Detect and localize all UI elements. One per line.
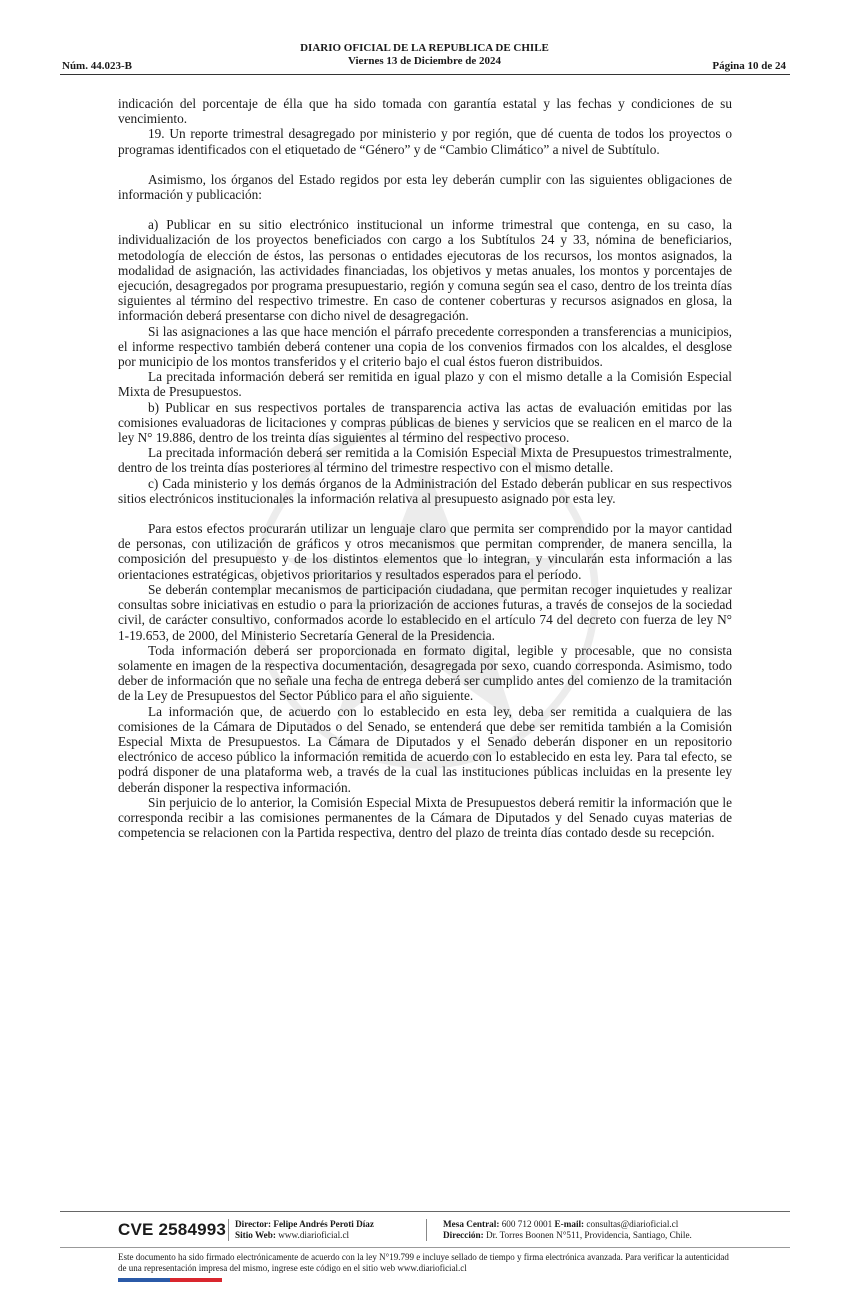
flag-stripe-red [170,1278,222,1282]
footer-director-block [235,1219,374,1241]
cve-code: CVE 2584993 [118,1220,227,1239]
email-link[interactable]: consultas@diarioficial.cl [586,1219,679,1229]
director-label: Director: [235,1219,272,1229]
footer-separator [228,1219,229,1241]
address-label: Dirección: [443,1230,484,1240]
footer-divider [60,1211,790,1212]
paragraph: Sin perjuicio de lo anterior, la Comisión Especial Mixta de Presupuestos deberá remitir la información que le corresponda recibir a las comisiones permanentes de la Cámara de Diputados y del Senado cuyas materias de competencia se relacionen con la Partida respectiva, dentro del plazo de treinta días contado desde su recepción. [118,794,732,841]
paragraph: c) Cada ministerio y los demás órganos de la Administración del Estado deberán publicar en sus respectivos sitios electrónicos institucionales la información relativa al presupuesto asignado por esta ley. [118,475,732,506]
paragraph: a) Publicar en su sitio electrónico institucional un informe trimestral que contenga, en su caso, la individualización de los proyectos beneficiados con cargo a los Subtítulos 24 y 33, nómina de beneficiarios, metodología de elección de éstos, las personas o entidades ejecutoras de los recursos, los montos asignados, la modalidad de asignación, las actividades financiadas, los objetivos y metas anuales, los montos y porcentajes de ejecución, desagregados por programa presupuestario, región y comuna según sea el caso, dentro de los treinta días siguientes al término del respectivo trimestre. En caso de contener coberturas y recursos asignados en glosa, la información deberá presentarse con dicho nivel de desagregación. [118,217,732,324]
paragraph: Toda información deberá ser proporcionada en formato digital, legible y procesable, que no consista solamente en imagen de la respectiva documentación, desagregada por sexo, cuando corresponda. Asimismo, todo deber de información que no señale una fecha de entrega deberá ser cumplido antes del comienzo de la tramitación de la Ley de Presupuestos del Sector Público para el año siguiente. [118,642,732,704]
page-number: Página 10 de 24 [712,60,786,72]
website-label: Sitio Web: [235,1230,276,1240]
paragraph: indicación del porcentaje de élla que ha sido tomada con garantía estatal y las fechas y condiciones de su vencimiento. [118,96,732,127]
legal-notice: Este documento ha sido firmado electrónicamente de acuerdo con la ley N°19.799 e incluye sellado de tiempo y firma electrónica avanzada. Para verificar la autenticidad de una representación impresa del mismo, ingrese este código en el sitio web www.diarioficial.cl [118,1252,729,1273]
footer-contact-block [443,1219,692,1241]
flag-stripe-blue [118,1278,170,1282]
paragraph: Asimismo, los órganos del Estado regidos por esta ley deberán cumplir con las siguientes obligaciones de información y publicación: [118,171,732,203]
header-divider [60,74,790,75]
phone-label: Mesa Central: [443,1219,500,1229]
address-text: Dr. Torres Boonen N°511, Providencia, Santiago, Chile. [485,1230,692,1240]
publication-date: Viernes 13 de Diciembre de 2024 [347,55,502,67]
footer-divider [60,1247,790,1248]
paragraph: La precitada información deberá ser remitida a la Comisión Especial Mixta de Presupuestos trimestralmente, dentro de los treinta días posteriores al término del trimestre respectivo con el mismo detalle. [118,445,732,476]
email-label: E-mail: [554,1219,585,1229]
paragraph: 19. Un reporte trimestral desagregado por ministerio y por región, que dé cuenta de todos los proyectos o programas identificados con el etiquetado de “Género” y de “Cambio Climático” a nivel de Subtítulo. [118,126,732,157]
director-name: Felipe Andrés Peroti Díaz [273,1219,374,1229]
paragraph: Para estos efectos procurarán utilizar un lenguaje claro que permita ser comprendido por la mayor cantidad de personas, con utilización de gráficos y otros mecanismos que permitan comprender, de manera sencilla, la composición del presupuesto y de los distintos elementos que lo integran, y vincularán esta información a las orientaciones estratégicas, objetivos prioritarios y resultados esperados para el período. [118,521,732,582]
document-body [118,96,732,840]
publication-title: DIARIO OFICIAL DE LA REPUBLICA DE CHILE [300,42,549,54]
page-header [0,40,849,74]
paragraph: Se deberán contemplar mecanismos de participación ciudadana, que permitan recoger inquietudes y realizar consultas sobre iniciativas en estudio o para la priorización de acciones futuras, a través de consejos de la sociedad civil, de carácter consultivo, conformados acorde lo establecido en el artículo 74 del decreto con fuerza de ley N° 1-19.653, de 2000, del Ministerio Secretaría General de la Presidencia. [118,581,732,643]
paragraph: b) Publicar en sus respectivos portales de transparencia activa las actas de evaluación emitidas por las comisiones evaluadoras de licitaciones y compras públicas de bienes y servicios que se realicen en el marco de la ley N° 19.886, dentro de los treinta días siguientes al término del respectivo proceso. [118,399,732,446]
paragraph: Si las asignaciones a las que hace mención el párrafo precedente corresponden a transferencias a municipios, el informe respectivo también deberá contener una copia de los convenios firmados con los alcaldes, el desglose por municipio de los montos transferidos y el criterio bajo el cual éstos fueron distribuidos. [118,323,732,370]
website-link[interactable]: www.diarioficial.cl [278,1230,350,1240]
phone-number: 600 712 0001 [501,1219,553,1229]
paragraph: La información que, de acuerdo con lo establecido en esta ley, deba ser remitida a cualquiera de las comisiones de la Cámara de Diputados o del Senado, se entenderá que debe ser remitida también a la Comisión Especial Mixta de Presupuestos. La Cámara de Diputados y el Senado deberán disponer en un repositorio electrónico de acceso público la información remitida de acuerdo con lo establecido en esta ley. Para tal efecto, se podrá disponer de una plataforma web, a través de la cual las instituciones públicas incluidas en la presente ley deberán disponer la respectiva información. [118,703,732,795]
paragraph: La precitada información deberá ser remitida en igual plazo y con el mismo detalle a la Comisión Especial Mixta de Presupuestos. [118,369,732,400]
footer-separator [426,1219,427,1241]
issue-number: Núm. 44.023-B [62,60,132,72]
